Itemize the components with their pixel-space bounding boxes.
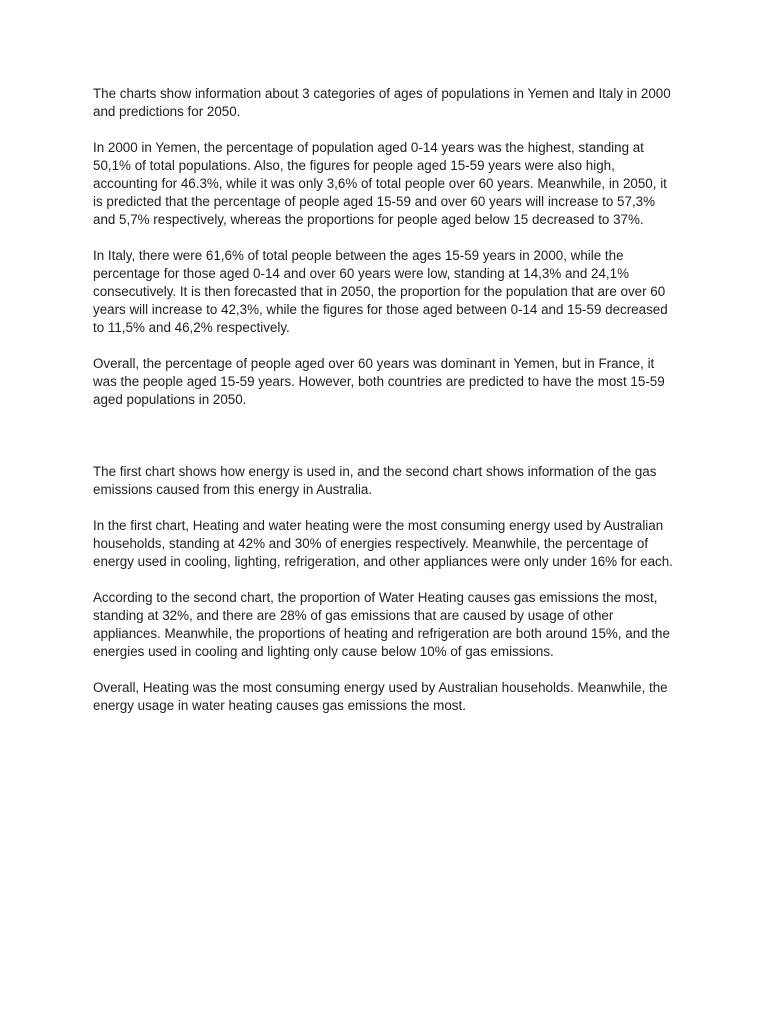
population-essay <box>93 85 678 409</box>
paragraph: Overall, Heating was the most consuming energy used by Australian households. Meanwhile, the energy usage in water heating causes gas emissions the most. <box>93 680 668 713</box>
document-page <box>93 85 678 715</box>
paragraph: The first chart shows how energy is used in, and the second chart shows information of the gas emissions caused from this energy in Australia. <box>93 464 657 497</box>
paragraph: In 2000 in Yemen, the percentage of population aged 0-14 years was the highest, standing at 50,1% of total populations. Also, the figures for people aged 15-59 years were also high, accounting for 46.3%, while it was only 3,6% of total people over 60 years. Meanwhile, in 2050, it is predicted that the percentage of people aged 15-59 and over 60 years will increase to 57,3% and 5,7% respectively, whereas the proportions for people aged below 15 decreased to 37%. <box>93 140 667 227</box>
paragraph: In Italy, there were 61,6% of total people between the ages 15-59 years in 2000, while the percentage for those aged 0-14 and over 60 years were low, standing at 14,3% and 24,1% consecutively. It is then forecasted that in 2050, the proportion for the population that are over 60 years will increase to 42,3%, while the figures for those aged between 0-14 and 15-59 decreased to 11,5% and 46,2% respectively. <box>93 248 668 335</box>
paragraph: According to the second chart, the proportion of Water Heating causes gas emissions the most, standing at 32%, and there are 28% of gas emissions that are caused by usage of other appliances. Meanwhile, the proportions of heating and refrigeration are both around 15%, and the energies used in cooling and lighting only cause below 10% of gas emissions. <box>93 590 670 659</box>
paragraph: In the first chart, Heating and water heating were the most consuming energy used by Australian households, standing at 42% and 30% of energies respectively. Meanwhile, the percentage of energy used in cooling, lighting, refrigeration, and other appliances were only under 16% for each. <box>93 518 673 569</box>
paragraph: The charts show information about 3 categories of ages of populations in Yemen and Italy in 2000 and predictions for 2050. <box>93 86 671 119</box>
energy-essay <box>93 463 678 715</box>
section-divider <box>93 409 678 463</box>
paragraph: Overall, the percentage of people aged over 60 years was dominant in Yemen, but in France, it was the people aged 15-59 years. However, both countries are predicted to have the most 15-59 aged populations in 2050. <box>93 356 665 407</box>
